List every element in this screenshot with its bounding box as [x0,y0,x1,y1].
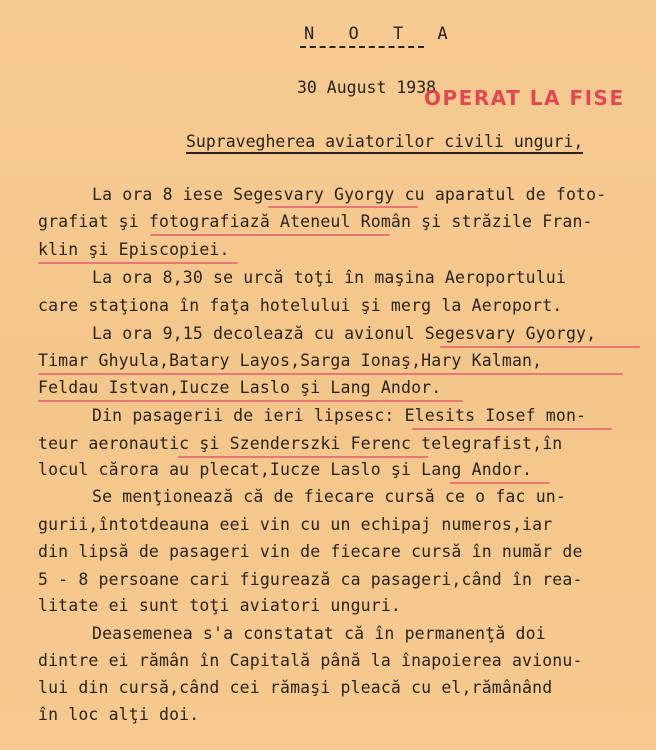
body-line: Din pasagerii de ieri lipsesc: Elesits Iosef mon- [92,406,587,425]
marker-underline [38,400,463,402]
marker-underline [38,373,623,375]
body-line: litate ei sunt toţi aviatori unguri. [38,596,402,615]
body-line: 5 - 8 persoane cari figurează ca pasageri,când în rea- [38,570,583,589]
document-title: N O T A [304,24,460,44]
marker-underline [178,456,428,458]
body-line: gurii,întotdeauna eei vin cu un echipaj numeros,iar [38,515,553,534]
title-dashed-rule [300,46,424,48]
marker-underline [450,482,550,484]
body-line: teur aeronautic şi Szenderszki Ferenc telegrafist,în [38,434,563,453]
body-line: La ora 8 iese Segesvary Gyorgy cu aparatul de foto- [92,185,607,204]
operat-stamp: OPERAT LA FISE [424,86,625,110]
marker-underline [440,346,640,348]
body-line: Feldau Istvan,Iucze Laslo şi Lang Andor. [38,378,442,397]
marker-underline [268,206,418,208]
marker-underline [150,234,390,236]
body-line: La ora 9,15 decolează cu avionul Segesvary Gyorgy, [92,324,597,343]
document-date: 30 August 1938 [297,78,437,97]
body-line: Timar Ghyula,Batary Layos,Sarga Ionaş,Hary Kalman, [38,351,543,370]
body-line: în loc alţi doi. [38,705,200,724]
body-line: Deasemenea s'a constatat că în permanenţă doi [92,624,546,643]
body-line: locul cărora au plecat,Iucze Laslo şi Lang Andor. [38,460,533,479]
body-line: La ora 8,30 se urcă toţi în maşina Aeroportului [92,268,566,287]
body-line: grafiat şi fotografiază Ateneul Român şi străzile Fran- [38,212,593,231]
marker-underline [38,262,238,264]
document-subject: Supravegherea aviatorilor civili unguri, [186,132,583,154]
body-line: lui din cursă,când cei rămaşi pleacă cu el,rămânând [38,678,553,697]
marker-underline [412,428,612,430]
body-line: care staţiona în faţa hotelului şi merg la Aeroport. [38,296,563,315]
body-line: klin şi Episcopiei. [38,240,230,259]
body-line: dintre ei rămân în Capitală până la înapoierea avionu- [38,651,583,670]
body-line: din lipsă de pasageri vin de fiecare cursă în număr de [38,542,583,561]
body-line: Se menţionează că de fiecare cursă ce o fac un- [92,487,566,506]
